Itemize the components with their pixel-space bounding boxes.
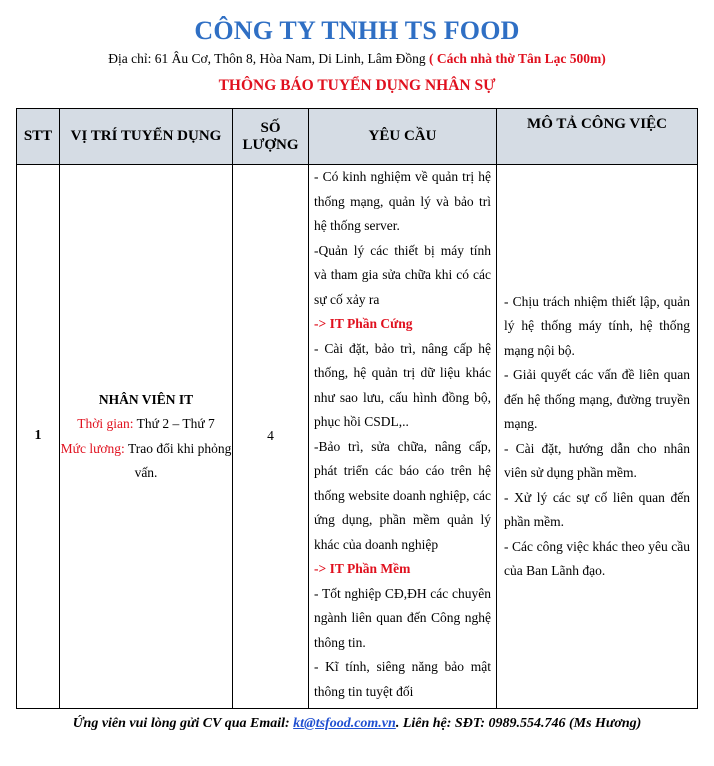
address-text: Địa chỉ: 61 Âu Cơ, Thôn 8, Hòa Nam, Di Linh, Lâm Đồng bbox=[108, 51, 426, 66]
address-note: ( Cách nhà thờ Tân Lạc 500m) bbox=[428, 51, 606, 66]
requirement-item: -Bảo trì, sửa chữa, nâng cấp, phát triển các báo cáo trên hệ thống website doanh nghiệp, các ứng dụng, phần mềm quản lý khác của doanh nghiệp bbox=[314, 438, 491, 552]
contact-footer bbox=[0, 716, 714, 732]
requirement-item: - Tốt nghiệp CĐ,ĐH các chuyên ngành liên quan đến Công nghệ thông tin. bbox=[314, 585, 491, 650]
col-header-description: MÔ TẢ CÔNG VIỆC bbox=[497, 109, 698, 165]
col-header-stt: STT bbox=[17, 109, 60, 165]
salary-value: Trao đổi khi phỏng vấn. bbox=[127, 440, 232, 480]
time-value: Thứ 2 – Thứ 7 bbox=[136, 416, 215, 431]
col-header-quantity-line1: SỐ bbox=[260, 119, 281, 136]
requirement-item: - Cài đặt, bảo trì, nâng cấp hệ thống, hệ quản trị dữ liệu khác như sao lưu, cấu hình đồng bộ, phục hồi CSDL,.. bbox=[314, 340, 491, 429]
col-header-position: VỊ TRÍ TUYỂN DỤNG bbox=[60, 109, 233, 165]
cell-description bbox=[497, 165, 698, 709]
position-time bbox=[60, 412, 232, 437]
footer-text-before: Ứng viên vui lòng gửi CV qua Email: bbox=[72, 716, 290, 731]
requirement-heading-hardware: -> IT Phần Cứng bbox=[314, 316, 413, 331]
salary-label: Mức lương: bbox=[60, 440, 125, 456]
company-address bbox=[0, 51, 714, 67]
requirement-item: -Quản lý các thiết bị máy tính và tham gia sửa chữa khi có các sự cố xảy ra bbox=[314, 242, 491, 307]
requirement-heading-software: -> IT Phần Mềm bbox=[314, 561, 411, 576]
col-header-quantity bbox=[233, 109, 309, 165]
cell-quantity: 4 bbox=[233, 165, 309, 709]
description-item: - Chịu trách nhiệm thiết lập, quản lý hệ thống máy tính, hệ thống mạng nội bộ. bbox=[504, 293, 690, 358]
table-header-row bbox=[17, 109, 698, 165]
time-label: Thời gian: bbox=[77, 416, 134, 431]
description-item: - Giải quyết các vấn đề liên quan đến hệ thống mạng, đường truyền mạng. bbox=[504, 367, 690, 431]
cell-stt: 1 bbox=[17, 165, 60, 709]
footer-text-after: . Liên hệ: SĐT: 0989.554.746 (Ms Hương) bbox=[395, 716, 642, 731]
announcement-title: THÔNG BÁO TUYỂN DỤNG NHÂN SỰ bbox=[218, 77, 496, 94]
col-header-requirements: YÊU CẦU bbox=[309, 109, 497, 165]
description-item: - Cài đặt, hướng dẫn cho nhân viên sử dụng phần mềm. bbox=[504, 440, 690, 480]
col-header-quantity-line2: LƯỢNG bbox=[242, 136, 299, 153]
description-item: - Xử lý các sự cố liên quan đến phần mềm. bbox=[504, 489, 690, 529]
table-row bbox=[17, 165, 698, 709]
requirement-item: - Kĩ tính, siêng năng bảo mật thông tin tuyệt đối bbox=[314, 659, 491, 699]
requirement-item: - Có kinh nghiệm về quản trị hệ thống mạng, quản lý và bảo trì hệ thống server. bbox=[314, 169, 491, 233]
company-name: CÔNG TY TNHH TS FOOD bbox=[194, 16, 520, 45]
email-link[interactable]: kt@tsfood.com.vn bbox=[293, 716, 396, 731]
description-item: - Các công việc khác theo yêu cầu của Ban Lãnh đạo. bbox=[504, 538, 690, 578]
position-title: NHÂN VIÊN IT bbox=[98, 391, 194, 407]
position-salary bbox=[60, 437, 232, 486]
recruitment-table bbox=[16, 108, 698, 709]
cell-position bbox=[60, 165, 233, 709]
cell-requirements bbox=[309, 165, 497, 709]
